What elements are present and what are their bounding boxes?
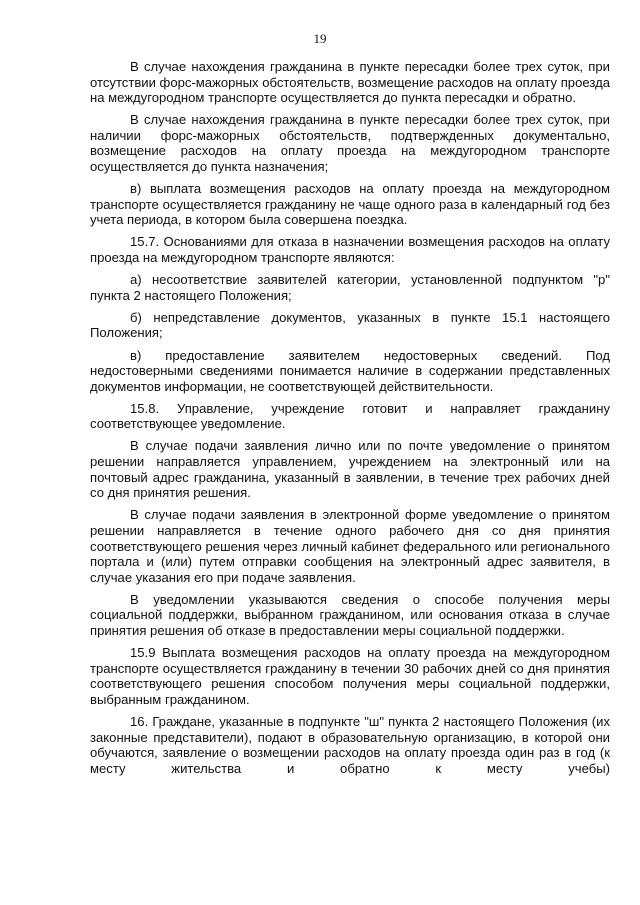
- paragraph-payment-frequency: в) выплата возмещения расходов на оплату проезда на междугородном транспорте осуществляется гражданину не чаще одного раза в календарный год без учета периода, в котором была совершена поездка.: [90, 181, 610, 228]
- paragraph-transfer-force-majeure: В случае нахождения гражданина в пункте пересадки более трех суток, при наличии форс-мажорных обстоятельств, подтвержденных документально, возмещение расходов на оплату проезда на междугородном транспорте осуществляется до пункта назначения;: [90, 112, 610, 175]
- paragraph-refusal-a: а) несоответствие заявителей категории, установленной подпунктом "р" пункта 2 настоящего Положения;: [90, 272, 610, 303]
- paragraph-refusal-c: в) предоставление заявителем недостоверных сведений. Под недостоверными сведениями понимается наличие в содержании представленных документов информации, не соответствующей действительности.: [90, 347, 610, 394]
- page-number: 19: [313, 31, 327, 46]
- paragraph-notification-mail: В случае подачи заявления лично или по почте уведомление о принятом решении направляется управлением, учреждением на электронный или на почтовый адрес гражданина, указанный в заявлении, в течение трех рабочих дней со дня принятия решения.: [90, 438, 610, 501]
- paragraph-notification-electronic: В случае подачи заявления в электронной форме уведомление о принятом решении направляется в течение одного рабочего дня со дня принятия соответствующего решения через личный кабинет федерального или регионального портала и (или) путем отправки сообщения на электронный адрес заявителя, в случае указания его при подаче заявления.: [90, 507, 610, 585]
- document-body: [90, 59, 610, 783]
- paragraph-notification-contents: В уведомлении указываются сведения о способе получения меры социальной поддержки, выбранном гражданином, или основания отказа в случае принятия решения об отказе в предоставлении меры социальной поддержки.: [90, 591, 610, 638]
- paragraph-refusal-b: б) непредставление документов, указанных в пункте 15.1 настоящего Положения;: [90, 309, 610, 341]
- paragraph-transfer-no-force-majeure: В случае нахождения гражданина в пункте пересадки более трех суток, при отсутствии форс-мажорных обстоятельств, возмещение расходов на оплату проезда на междугородном транспорте осуществляется до пункта пересадки и обратно.: [90, 59, 610, 106]
- paragraph-15-9-payment: 15.9 Выплата возмещения расходов на оплату проезда на междугородном транспорте осуществляется гражданину в течении 30 рабочих дней со дня принятия соответствующего решения способом получения меры социальной поддержки, выбранным гражданином.: [90, 645, 610, 707]
- paragraph-15-7-refusal-grounds: 15.7. Основаниями для отказа в назначении возмещения расходов на оплату проезда на междугородном транспорте являются:: [90, 234, 610, 266]
- paragraph-15-8-notification: 15.8. Управление, учреждение готовит и направляет гражданину соответствующее уведомление.: [90, 400, 610, 432]
- paragraph-16-students: 16. Граждане, указанные в подпункте "ш" пункта 2 настоящего Положения (их законные представители), подают в образовательную организацию, в которой они обучаются, заявление о возмещении расходов на оплату проезда один раз в год (к месту жительства и обратно к месту учебы): [90, 713, 610, 776]
